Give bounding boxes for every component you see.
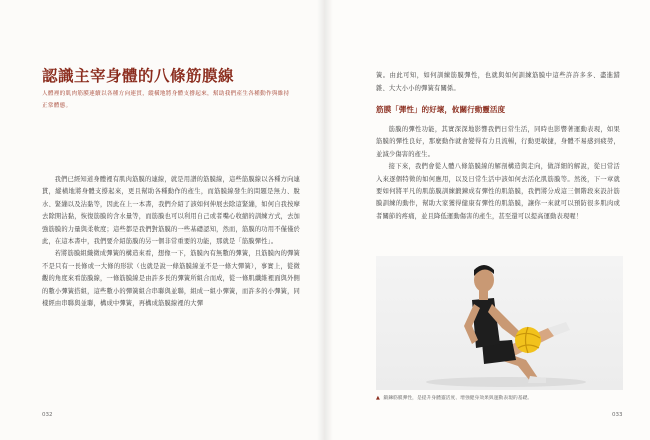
paragraph: 筋膜的彈性功能，其實深深地影響我們日常生活，同時也影響著運動表現，如果筋膜的彈性良好，那麼動作就會變得有力且流暢，行動更敏捷，身體不易感到疲勞，並減少傷害的產生。: [376, 126, 620, 158]
paragraph: 若將筋膜組織微成彈簧的構造來看，想像一下，筋膜內有無數的彈簧，且筋膜內的彈簧不是只有一長條或一大條的形狀（也就是說一條筋膜線並不是一條大彈簧），事實上，從微觀的角度來看筋膜線，一條筋膜線是由許多長的彈簧所組合而成，從一條肌纖維裡面與外側的數小彈簧搭組，這些數小的彈簧組合串聯與並聯，組成一組小彈簧，而許多的小彈簧，同樣經由串聯與並聯，構成中彈簧，再構成筋膜線裡的大彈: [42, 250, 300, 308]
paragraph: 我們已經知道身體裡有肌肉筋膜的連線，就是用譜的筋膜線，這些筋膜線以各種方向連貫，縱橫地將身體支撐起來，更且幫助各種動作的產生，而筋膜線發生的問題是無力、脫水、緊繃以及沾黏等，因此在上一本書，我們介紹了該如何伸展去除這緊繃，如何自我按摩去除開沾黏，恢復筋膜的含水量等，而筋膜也可以利用自己或者嘴心收縮的訓練方式，去加強筋膜的力量與柔軟度；這些都是我們對筋膜的一些基礎認知，然而，筋膜的功用不僅僅於此，在這本書中，我們要介紹筋膜的另一個非常重要的功能，那就是「筋膜彈性」。: [42, 176, 300, 246]
chapter-lead: 人體裡的肌肉筋膜連續以各種方向連貫，縱橫地將身體支撐起來，幫助我們產生各種動作與維持正常體態。: [42, 91, 290, 109]
man-with-ball-illustration: [376, 256, 623, 390]
left-body-text: [42, 174, 300, 310]
paragraph: 簧。由此可知，如何訓練筋膜彈性，也就與如何訓練筋膜中這些許許多多、盡進錯雜、大大小小的彈簧有關係。: [376, 72, 620, 92]
caption-text: 鍛鍊筋膜彈性，是提升身體靈活度、增強健身效果與運動表現的基礎。: [383, 396, 533, 401]
section-subhead: 筋膜「彈性」的好壞，攸關行動靈活度: [376, 105, 506, 114]
exercise-photo: [376, 256, 623, 390]
page-gutter: [317, 0, 333, 440]
right-body-continuation: [376, 64, 620, 101]
page-number-left: 032: [42, 412, 53, 418]
triangle-marker-icon: ▲: [376, 395, 380, 401]
right-body-text: [376, 124, 620, 223]
chapter-title: 認識主宰身體的八條筋膜線: [42, 66, 235, 85]
page-number-right: 033: [612, 412, 623, 418]
photo-caption: [376, 394, 626, 401]
paragraph: 接下來，我們會從人體八條筋膜線的解剖構造與走向，做詳細的解說，從日常活入來逐個特徵的如何應用，以及日常生活中該如何去活化肌筋膜等。然後，下一章就要如何將平凡的肌筋膜訓練鍛鍊成有彈性的肌筋膜，我們將分成這三個階段來設計筋膜訓練的動作，幫助大家獲得健康有彈性的肌筋膜，讓你一來就可以預防很多肌肉或者關節的疼痛，並且降低運動傷害的產生，甚至還可以提高運動表現喔！: [376, 163, 620, 220]
